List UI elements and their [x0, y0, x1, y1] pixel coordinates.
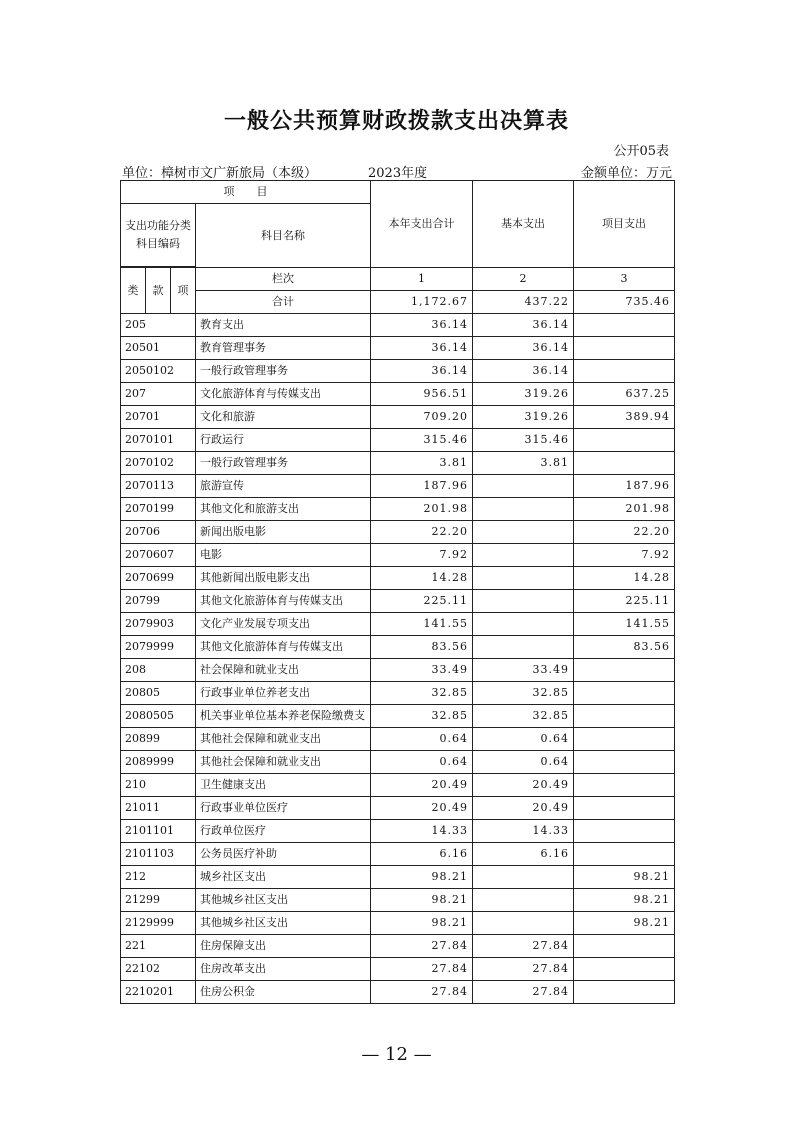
header-basic: 基本支出 — [473, 181, 574, 268]
row-basic — [473, 544, 574, 567]
row-name: 其他新闻出版电影支出 — [196, 567, 371, 590]
row-code: 210 — [121, 774, 196, 797]
row-project — [574, 751, 675, 774]
row-code: 205 — [121, 314, 196, 337]
header-kuan: 款 — [146, 268, 171, 314]
header-xiang: 项 — [171, 268, 196, 314]
row-code: 2089999 — [121, 751, 196, 774]
row-project — [574, 958, 675, 981]
row-name: 其他文化旅游体育与传媒支出 — [196, 636, 371, 659]
row-code: 221 — [121, 935, 196, 958]
unit-label: 单位：樟树市文广新旅局（本级） — [122, 166, 318, 181]
row-total: 22.20 — [371, 521, 473, 544]
table-row — [121, 843, 675, 866]
row-project — [574, 682, 675, 705]
row-total: 36.14 — [371, 314, 473, 337]
row-total: 33.49 — [371, 659, 473, 682]
row-total: 201.98 — [371, 498, 473, 521]
table-row — [121, 751, 675, 774]
row-code: 2079999 — [121, 636, 196, 659]
row-code: 208 — [121, 659, 196, 682]
row-code: 212 — [121, 866, 196, 889]
row-name: 行政单位医疗 — [196, 820, 371, 843]
row-name: 新闻出版电影 — [196, 521, 371, 544]
year-label: 2023年度 — [368, 166, 428, 181]
row-code: 21299 — [121, 889, 196, 912]
row-project — [574, 429, 675, 452]
row-project — [574, 797, 675, 820]
row-basic: 27.84 — [473, 981, 574, 1004]
header-project-exp: 项目支出 — [574, 181, 675, 268]
row-total: 14.33 — [371, 820, 473, 843]
row-total: 27.84 — [371, 935, 473, 958]
row-code: 2070102 — [121, 452, 196, 475]
row-project: 389.94 — [574, 406, 675, 429]
row-code: 207 — [121, 383, 196, 406]
row-project: 637.25 — [574, 383, 675, 406]
row-project — [574, 360, 675, 383]
row-total: 3.81 — [371, 452, 473, 475]
row-basic — [473, 912, 574, 935]
row-basic: 20.49 — [473, 797, 574, 820]
row-basic: 36.14 — [473, 314, 574, 337]
table-row — [121, 475, 675, 498]
row-total: 98.21 — [371, 912, 473, 935]
table-row — [121, 590, 675, 613]
row-name: 教育管理事务 — [196, 337, 371, 360]
row-basic — [473, 521, 574, 544]
row-name: 文化和旅游 — [196, 406, 371, 429]
row-total: 20.49 — [371, 797, 473, 820]
row-basic: 27.84 — [473, 935, 574, 958]
row-name: 旅游宣传 — [196, 475, 371, 498]
header-func-code-l2: 科目编码 — [136, 237, 180, 250]
row-name: 其他城乡社区支出 — [196, 912, 371, 935]
table-row — [121, 406, 675, 429]
row-total: 27.84 — [371, 981, 473, 1004]
unit-line — [122, 162, 672, 181]
row-basic — [473, 636, 574, 659]
row-project: 187.96 — [574, 475, 675, 498]
table-row — [121, 889, 675, 912]
header-total: 本年支出合计 — [371, 181, 473, 268]
header-row-lanci — [121, 268, 675, 291]
row-code: 2101101 — [121, 820, 196, 843]
money-unit-label: 金额单位：万元 — [580, 166, 672, 181]
header-project: 项 目 — [121, 181, 371, 204]
row-basic: 20.49 — [473, 774, 574, 797]
row-project — [574, 705, 675, 728]
table-row — [121, 636, 675, 659]
total-row — [121, 291, 675, 314]
row-name: 文化产业发展专项支出 — [196, 613, 371, 636]
page-number: — 12 — — [361, 1044, 432, 1065]
row-name: 教育支出 — [196, 314, 371, 337]
row-project: 225.11 — [574, 590, 675, 613]
row-code: 20799 — [121, 590, 196, 613]
table-row — [121, 544, 675, 567]
row-name: 社会保障和就业支出 — [196, 659, 371, 682]
row-code: 20805 — [121, 682, 196, 705]
row-project: 98.21 — [574, 866, 675, 889]
row-total: 187.96 — [371, 475, 473, 498]
row-name: 其他社会保障和就业支出 — [196, 751, 371, 774]
row-code: 2070199 — [121, 498, 196, 521]
row-name: 行政事业单位养老支出 — [196, 682, 371, 705]
row-basic — [473, 498, 574, 521]
row-basic — [473, 567, 574, 590]
row-basic: 36.14 — [473, 360, 574, 383]
row-basic: 6.16 — [473, 843, 574, 866]
row-total: 225.11 — [371, 590, 473, 613]
row-name: 其他城乡社区支出 — [196, 889, 371, 912]
expenditure-table — [120, 180, 675, 1004]
row-total: 0.64 — [371, 728, 473, 751]
row-basic — [473, 889, 574, 912]
row-name: 一般行政管理事务 — [196, 452, 371, 475]
row-total: 32.85 — [371, 682, 473, 705]
row-total: 6.16 — [371, 843, 473, 866]
row-total: 98.21 — [371, 889, 473, 912]
header-n3: 3 — [574, 268, 675, 291]
table-row — [121, 912, 675, 935]
table-row — [121, 567, 675, 590]
row-project — [574, 935, 675, 958]
header-n2: 2 — [473, 268, 574, 291]
row-total: 709.20 — [371, 406, 473, 429]
row-name: 卫生健康支出 — [196, 774, 371, 797]
row-project — [574, 843, 675, 866]
row-basic — [473, 613, 574, 636]
total-basic: 437.22 — [473, 291, 574, 314]
header-row-project — [121, 181, 675, 204]
row-basic: 319.26 — [473, 383, 574, 406]
row-basic — [473, 866, 574, 889]
row-code: 20899 — [121, 728, 196, 751]
page-title: 一般公共预算财政拨款支出决算表 — [223, 109, 569, 134]
table-row — [121, 337, 675, 360]
table-row — [121, 958, 675, 981]
table-number: 公开05表 — [613, 144, 669, 159]
total-total: 1,172.67 — [371, 291, 473, 314]
row-code: 2070607 — [121, 544, 196, 567]
row-basic — [473, 475, 574, 498]
total-label: 合计 — [196, 291, 371, 314]
row-code: 2210201 — [121, 981, 196, 1004]
row-basic: 3.81 — [473, 452, 574, 475]
row-basic: 27.84 — [473, 958, 574, 981]
header-lanci: 栏次 — [196, 268, 371, 291]
row-basic: 315.46 — [473, 429, 574, 452]
row-project: 201.98 — [574, 498, 675, 521]
row-total: 36.14 — [371, 337, 473, 360]
row-name: 城乡社区支出 — [196, 866, 371, 889]
row-name: 行政运行 — [196, 429, 371, 452]
row-name: 住房改革支出 — [196, 958, 371, 981]
row-project: 22.20 — [574, 521, 675, 544]
row-name: 住房公积金 — [196, 981, 371, 1004]
row-basic: 14.33 — [473, 820, 574, 843]
row-total: 98.21 — [371, 866, 473, 889]
row-basic — [473, 590, 574, 613]
row-project — [574, 774, 675, 797]
header-func-code — [121, 204, 196, 267]
row-name: 行政事业单位医疗 — [196, 797, 371, 820]
row-code: 2101103 — [121, 843, 196, 866]
row-basic: 36.14 — [473, 337, 574, 360]
table-row — [121, 866, 675, 889]
row-code: 2070113 — [121, 475, 196, 498]
row-project — [574, 337, 675, 360]
row-total: 315.46 — [371, 429, 473, 452]
table-row — [121, 429, 675, 452]
row-total: 14.28 — [371, 567, 473, 590]
table-row — [121, 705, 675, 728]
row-code: 2070699 — [121, 567, 196, 590]
row-code: 2050102 — [121, 360, 196, 383]
row-code: 20501 — [121, 337, 196, 360]
row-project — [574, 659, 675, 682]
row-code: 20706 — [121, 521, 196, 544]
row-name: 其他文化和旅游支出 — [196, 498, 371, 521]
row-project — [574, 314, 675, 337]
header-lei: 类 — [121, 268, 146, 314]
row-name: 一般行政管理事务 — [196, 360, 371, 383]
table-row — [121, 383, 675, 406]
table-row — [121, 521, 675, 544]
row-total: 27.84 — [371, 958, 473, 981]
row-project: 98.21 — [574, 912, 675, 935]
row-total: 32.85 — [371, 705, 473, 728]
row-project: 7.92 — [574, 544, 675, 567]
row-name: 机关事业单位基本养老保险缴费支 — [196, 705, 371, 728]
header-n1: 1 — [371, 268, 473, 291]
row-basic: 319.26 — [473, 406, 574, 429]
row-basic: 32.85 — [473, 705, 574, 728]
row-project: 141.55 — [574, 613, 675, 636]
table-row — [121, 498, 675, 521]
row-code: 20701 — [121, 406, 196, 429]
row-total: 0.64 — [371, 751, 473, 774]
row-project — [574, 981, 675, 1004]
row-name: 其他文化旅游体育与传媒支出 — [196, 590, 371, 613]
row-total: 956.51 — [371, 383, 473, 406]
table-row — [121, 774, 675, 797]
table-row — [121, 820, 675, 843]
row-name: 其他社会保障和就业支出 — [196, 728, 371, 751]
row-basic: 32.85 — [473, 682, 574, 705]
table-row — [121, 935, 675, 958]
row-total: 7.92 — [371, 544, 473, 567]
row-total: 36.14 — [371, 360, 473, 383]
row-basic: 0.64 — [473, 751, 574, 774]
table-row — [121, 314, 675, 337]
table-row — [121, 659, 675, 682]
header-func-code-l1: 支出功能分类 — [125, 219, 191, 232]
table-row — [121, 682, 675, 705]
table-row — [121, 360, 675, 383]
table-row — [121, 613, 675, 636]
row-project — [574, 820, 675, 843]
row-basic: 0.64 — [473, 728, 574, 751]
row-code: 21011 — [121, 797, 196, 820]
header-subject-name: 科目名称 — [196, 204, 371, 268]
row-project — [574, 728, 675, 751]
table-row — [121, 728, 675, 751]
total-project: 735.46 — [574, 291, 675, 314]
row-code: 2079903 — [121, 613, 196, 636]
row-name: 电影 — [196, 544, 371, 567]
row-code: 2129999 — [121, 912, 196, 935]
table-row — [121, 452, 675, 475]
row-code: 2070101 — [121, 429, 196, 452]
row-basic: 33.49 — [473, 659, 574, 682]
row-project: 98.21 — [574, 889, 675, 912]
row-total: 141.55 — [371, 613, 473, 636]
row-code: 22102 — [121, 958, 196, 981]
row-total: 83.56 — [371, 636, 473, 659]
row-name: 公务员医疗补助 — [196, 843, 371, 866]
row-project: 83.56 — [574, 636, 675, 659]
row-code: 2080505 — [121, 705, 196, 728]
table-row — [121, 981, 675, 1004]
row-project — [574, 452, 675, 475]
table-row — [121, 797, 675, 820]
row-total: 20.49 — [371, 774, 473, 797]
row-project: 14.28 — [574, 567, 675, 590]
row-name: 文化旅游体育与传媒支出 — [196, 383, 371, 406]
row-name: 住房保障支出 — [196, 935, 371, 958]
